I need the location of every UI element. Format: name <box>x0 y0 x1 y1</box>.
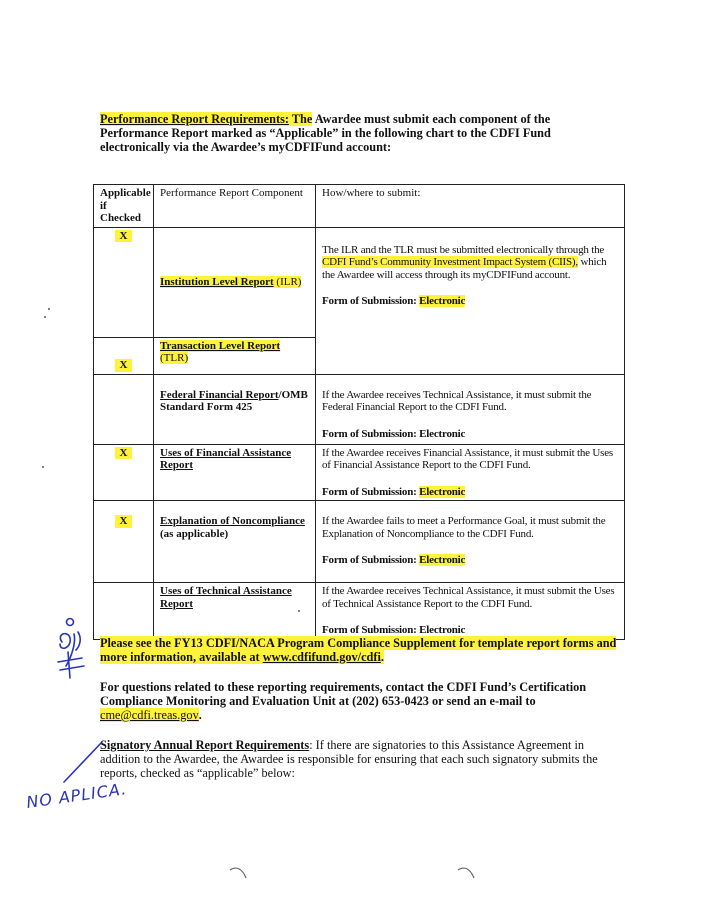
table-row-uta <box>94 583 625 640</box>
scan-speck <box>298 610 300 612</box>
form-ffr-value: Electronic <box>419 427 466 440</box>
check-cell-ufa <box>94 444 154 501</box>
handwritten-slash <box>58 738 106 786</box>
component-tlr-link: Transaction Level Report <box>160 339 281 352</box>
how-ilr-post: which the Awardee will access through its myCDFIFund account. <box>322 256 607 281</box>
component-ufa-link: Uses of Financial Assistance Report <box>160 446 292 471</box>
how-eon: If the Awardee fails to meet a Performance Goal, it must submit the Explanation of Noncompliance to the CDFI Fund. <box>322 515 606 540</box>
how-cell-eon <box>316 501 625 583</box>
intro-paragraph <box>100 112 570 154</box>
signatory-text: : If there are signatories to this Assistance Agreement in addition to the Awardee, the Awardee is responsible for ensuring that each such signatory submits the reports, checked as “applicable” below: <box>100 738 598 780</box>
form-ffr <box>322 428 618 441</box>
check-mark-ufa: X <box>115 447 133 460</box>
contact-paragraph <box>100 680 600 722</box>
handwritten-no-aplica-note: NO APLICA. <box>25 779 129 812</box>
scan-speck <box>44 316 46 318</box>
component-cell-uta <box>154 583 316 640</box>
component-cell-eon <box>154 501 316 583</box>
header-component: Performance Report Component <box>154 185 316 228</box>
check-cell-ffr <box>94 374 154 444</box>
form-uta-value: Electronic <box>419 624 466 636</box>
form-uta <box>322 624 618 637</box>
form-ffr-label: Form of Submission: <box>322 427 420 440</box>
component-eon-rest: (as applicable) <box>160 527 229 540</box>
how-ffr: If the Awardee receives Technical Assistance, it must submit the Federal Financial Report to the CDFI Fund. <box>322 388 592 413</box>
supplement-text: Please see the FY13 CDFI/NACA Program Compliance Supplement for template report forms and more information, available at <box>100 636 617 664</box>
component-ffr-link: Federal Financial Report <box>160 388 279 401</box>
table-row-ufa <box>94 444 625 501</box>
form-ufa-label: Form of Submission: <box>322 485 420 498</box>
check-mark-tlr: X <box>115 359 133 372</box>
intro-text: Awardee must submit each component of the Performance Report marked as “Applicable” in the following chart to the CDFI Fund electronically via the Awardee’s myCDFIFund account: <box>100 112 551 154</box>
form-eon-value: Electronic <box>419 554 466 566</box>
page-curl-mark-right <box>456 866 476 880</box>
form-eon-label: Form of Submission: <box>322 554 420 566</box>
header-applicable: Applicable if Checked <box>94 185 154 228</box>
how-cell-ilr-tlr <box>316 227 625 374</box>
contact-text: For questions related to these reporting requirements, contact the CDFI Fund’s Certification Compliance Monitoring and Evaluation Unit at (202) 653-0423 or send an e-mail to <box>100 680 587 708</box>
scan-speck <box>48 308 50 310</box>
supplement-paragraph <box>100 636 630 664</box>
contact-email-link[interactable]: cme@cdfi.treas.gov <box>100 708 199 722</box>
how-ufa: If the Awardee receives Financial Assistance, it must submit the Uses of Financial Assistance Report to the CDFI Fund. <box>322 446 613 471</box>
check-mark-eon: X <box>115 515 133 528</box>
component-tlr-abbr: (TLR) <box>160 352 189 364</box>
form-eon <box>322 554 618 567</box>
component-cell-tlr <box>154 337 316 374</box>
header-how: How/where to submit: <box>316 185 625 228</box>
component-eon-link: Explanation of Noncompliance <box>160 515 305 527</box>
table-row-ilr <box>94 227 625 337</box>
signatory-paragraph <box>100 738 605 780</box>
handwritten-initials <box>48 612 98 692</box>
component-ilr-link: Institution Level Report <box>160 275 274 288</box>
form-ilr-label: Form of Submission: <box>322 295 420 307</box>
check-cell-ilr <box>94 227 154 337</box>
table-row-eon <box>94 501 625 583</box>
how-uta: If the Awardee receives Technical Assistance, it must submit the Uses of Technical Assistance Report to the CDFI Fund. <box>322 585 615 610</box>
component-cell-ufa <box>154 444 316 501</box>
signatory-heading: Signatory Annual Report Requirements <box>100 738 310 752</box>
form-ilr-value: Electronic <box>419 295 466 307</box>
check-cell-uta <box>94 583 154 640</box>
component-ffr-rest: /OMB Standard Form 425 <box>160 388 308 413</box>
how-ilr-pre: The ILR and the TLR must be submitted electronically through the <box>322 243 605 256</box>
component-cell-ilr <box>154 227 316 337</box>
form-ufa <box>322 486 618 499</box>
scan-speck <box>42 466 44 468</box>
page-curl-mark-left <box>228 866 248 880</box>
form-ilr <box>322 295 618 308</box>
table-header-row <box>94 185 625 228</box>
how-cell-uta <box>316 583 625 640</box>
component-ilr-abbr: (ILR) <box>273 275 302 288</box>
component-uta-link: Uses of Technical Assistance Report <box>160 585 292 610</box>
table-row-ffr <box>94 374 625 444</box>
intro-heading: Performance Report Requirements: <box>100 112 289 126</box>
intro-text-highlight: The <box>288 112 313 126</box>
form-uta-label: Form of Submission: <box>322 624 420 636</box>
how-cell-ufa <box>316 444 625 501</box>
contact-end: . <box>198 708 202 722</box>
how-cell-ffr <box>316 374 625 444</box>
component-cell-ffr <box>154 374 316 444</box>
check-mark-ilr: X <box>115 230 133 243</box>
check-cell-tlr <box>94 337 154 374</box>
check-cell-eon <box>94 501 154 583</box>
report-requirements-table <box>93 184 625 640</box>
form-ufa-value: Electronic <box>419 485 466 498</box>
supplement-link[interactable]: www.cdfifund.gov/cdfi <box>262 650 381 664</box>
supplement-end: . <box>380 650 384 664</box>
how-ilr-ciis: CDFI Fund’s Community Investment Impact System (CIIS), <box>322 256 578 268</box>
